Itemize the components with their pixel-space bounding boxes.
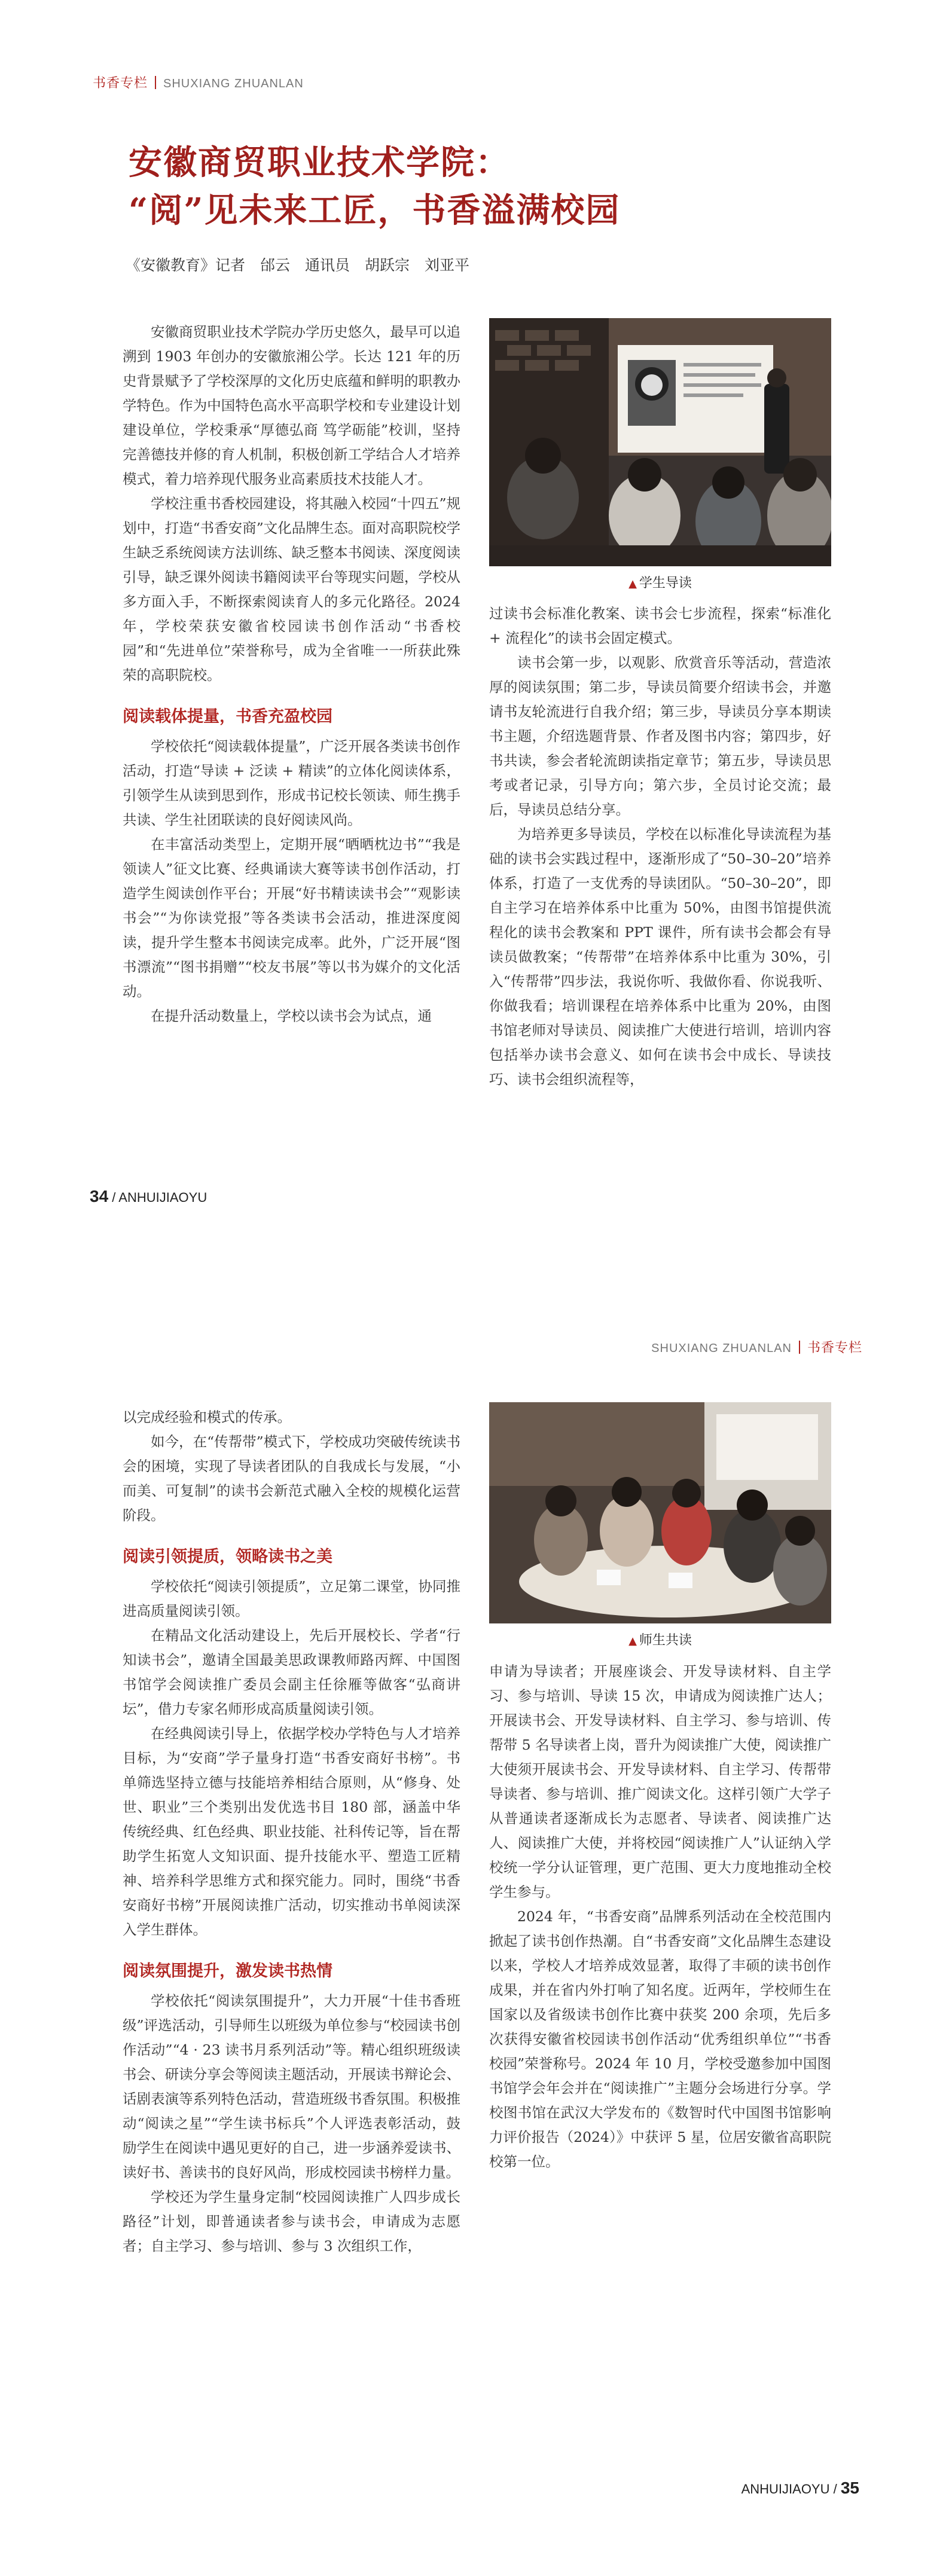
column-label-top xyxy=(93,73,304,91)
column-label-cn: 书香专栏 xyxy=(807,1341,862,1356)
paragraph: 读书会第一步，以观影、欣赏音乐等活动，营造浓厚的阅读氛围；第二步，导读员简要介绍读书会，并邀请书友轮流进行自我介绍；第三步，导读员分享本期读书主题，介绍选题背景、作者及图书内容；第四步，好书共读，参会者轮流朗读指定章节；第五步，导读员思考或者记录，引导方向；第六步，全员讨论交流；最后，导读员总结分享。 xyxy=(489,654,831,818)
section-heading: 阅读载体提量，书香充盈校园 xyxy=(123,707,332,726)
paragraph: 在精品文化活动建设上，先后开展校长、学者“行知读书会”，邀请全国最美思政课教师路丙辉、中国图书馆学会阅读推广委员会副主任徐雁等做客“弘商讲坛”，借力专家名师形成高质量阅读引领。 xyxy=(123,1627,460,1717)
paragraph: 在丰富活动类型上，定期开展“晒晒枕边书”“我是领读人”征文比赛、经典诵读大赛等读书创作活动，打造学生阅读创作平台；开展“好书精读读书会”“观影读书会”“为你读党报”等各类读书会活动，推进深度阅读，提升学生整本书阅读完成率。此外，广泛开展“图书漂流”“图书捐赠”“校友书展”等以书为媒介的文化活动。 xyxy=(123,836,460,1000)
page-footer: / ANHUIJIAOYU xyxy=(112,1190,208,1205)
page2-right-column xyxy=(489,1659,831,2174)
photo-caption-1 xyxy=(489,573,831,591)
triangle-icon: ▲ xyxy=(628,1635,637,1647)
column-label-cn: 书香专栏 xyxy=(93,76,148,91)
article-title xyxy=(129,139,620,234)
paragraph: 过读书会标准化教案、读书会七步流程，探索“标准化 + 流程化”的读书会固定模式。 xyxy=(489,605,831,646)
paragraph: 学校还为学生量身定制“校园阅读推广人四步成长路径”计划，即普通读者参与读书会，申请成为志愿者；自主学习、参与培训、参与 3 次组织工作， xyxy=(123,2189,460,2254)
paragraph: 学校依托“阅读氛围提升”，大力开展“十佳书香班级”评选活动，引导师生以班级为单位参与“校园读书创作活动”“4 · 23 读书月系列活动”等。精心组织班级读书会、研读分享会等阅读主题活动，开展读书辩论会、话剧表演等系列特色活动，营造班级书香氛围。积极推动“阅读之星”“学生读书标兵”个人评选表彰活动，鼓励学生在阅读中遇见更好的自己，进一步涵养爱读书、读好书、善读书的良好风尚，形成校园读书榜样力量。 xyxy=(123,1992,460,2181)
title-line-1: 安徽商贸职业技术学院： xyxy=(129,143,510,182)
paragraph: 学校依托“阅读引领提质”，立足第二课堂，协同推进高质量阅读引领。 xyxy=(123,1578,460,1619)
paragraph: 在经典阅读引导上，依据学校办学特色与人才培养目标，为“安商”学子量身打造“书香安商好书榜”。书单筛选坚持立德与技能培养相结合原则，从“修身、处世、职业”三个类别出发优选书目 180 部，涵盖中华传统经典、红色经典、职业技能、社科传记等，旨在帮助学生拓宽人文知识面、提升技能水平、塑造工匠精神、培养科学思维方式和探究能力。同时，围绕“书香安商好书榜”开展阅读推广活动，切实推动书单阅读深入学生群体。 xyxy=(123,1725,460,1938)
page-number-35 xyxy=(741,2479,859,2498)
photo-caption-2 xyxy=(489,1630,831,1649)
page-number: 34 xyxy=(90,1187,109,1205)
paragraph: 以完成经验和模式的传承。 xyxy=(123,1409,291,1426)
page2-left-column xyxy=(123,1405,460,2258)
paragraph: 学校依托“阅读载体提量”，广泛开展各类读书创作活动，打造“导读 + 泛读 + 精读”的立体化阅读体系，引领学生从读到思到作，形成书记校长领读、师生携手共读、学生社团联读的良好阅读风尚。 xyxy=(123,738,460,828)
caption-text: 学生导读 xyxy=(639,576,692,591)
title-line-2: “阅”见未来工匠，书香溢满校园 xyxy=(129,191,621,230)
column-label-en: SHUXIANG ZHUANLAN xyxy=(163,77,304,90)
reading-circle-image xyxy=(489,1402,831,1623)
paragraph: 申请为导读者；开展座谈会、开发导读材料、自主学习、参与培训、导读 15 次，申请成为阅读推广达人；开展读书会、开发导读材料、自主学习、参与培训、传帮带 5 名导读者上岗，晋升为阅读推广大使，阅读推广大使须开展读书会、开发导读材料、自主学习、传帮带导读者、参与培训、推广阅读文化。这样引领广大学子从普通读者逐渐成长为志愿者、导读者、阅读推广达人、阅读推广大使，并将校园“阅读推广人”认证纳入学校统一学分认证管理，更广范围、更大力度地推动全校学生参与。 xyxy=(489,1663,831,1900)
column-label-top-p2 xyxy=(651,1338,862,1356)
column-label-en: SHUXIANG ZHUANLAN xyxy=(651,1342,792,1355)
paragraph: 安徽商贸职业技术学院办学历史悠久，最早可以追溯到 1903 年创办的安徽旅湘公学。长达 121 年的历史背景赋予了学校深厚的文化历史底蕴和鲜明的职教办学特色。作为中国特色高水平高职学校和专业建设计划建设单位，学校秉承“厚德弘商 笃学砺能”校训，坚持完善德技并修的育人机制，积极创新工学结合人才培养模式，着力培养现代服务业高素质技术技能人才。 xyxy=(123,323,460,487)
photo-teacher-student-reading xyxy=(489,1402,831,1623)
page-number: 35 xyxy=(840,2479,859,2497)
paragraph: 学校注重书香校园建设，将其融入校园“十四五”规划中，打造“书香安商”文化品牌生态。面对高职院校学生缺乏系统阅读方法训练、缺乏整本书阅读、深度阅读引导，缺乏课外阅读书籍阅读平台等现实问题，学校从多方面入手，不断探索阅读育人的多元化路径。2024 年，学校荣获安徽省校园读书创作活动“书香校园”和“先进单位”荣誉称号，成为全省唯一一所获此殊荣的高职院校。 xyxy=(123,495,460,683)
page-footer: ANHUIJIAOYU / xyxy=(741,2482,837,2496)
byline: 《安徽教育》记者 邰云 通讯员 胡跃宗 刘亚平 xyxy=(126,257,470,274)
section-heading: 阅读氛围提升，激发读书热情 xyxy=(123,1962,332,1980)
paragraph: 2024 年，“书香安商”品牌系列活动在全校范围内掀起了读书创作热潮。自“书香安商”文化品牌生态建设以来，学校人才培养成效显著，取得了丰硕的读书创作成果，并在省内外打响了知名度。近两年，学校师生在国家以及省级读书创作比赛中获奖 200 余项，先后多次获得安徽省校园读书创作活动“优秀组织单位”“书香校园”荣誉称号。2024 年 10 月，学校受邀参加中国图书馆学会年会并在“阅读推广”主题分会场进行分享。学校图书馆在武汉大学发布的《数智时代中国图书馆影响力评价报告（2024）》中获评 5 星，位居安徽省高职院校第一位。 xyxy=(489,1908,831,2170)
paragraph: 为培养更多导读员，学校在以标准化导读流程为基础的读书会实践过程中，逐渐形成了“50–30–20”培养体系，打造了一支优秀的导读团队。“50–30–20”，即自主学习在培养体系中比重为 50%，由图书馆提供流程化的读书会教案和 PPT 课件，所有读书会都会有导读员做教案；“传帮带”在培养体系中比重为 30%，引入“传帮带”四步法，我说你听、我做你看、你说我听、你做我看；培训课程在培养体系中比重为 20%，由图书馆老师对导读员、阅读推广大使进行培训，培训内容包括举办读书会意义、如何在读书会中成长、导读技巧、读书会组织流程等， xyxy=(489,826,831,1088)
photo-student-reading xyxy=(489,318,831,566)
column-divider xyxy=(799,1341,800,1354)
triangle-icon: ▲ xyxy=(628,578,637,590)
section-heading: 阅读引领提质，领略读书之美 xyxy=(123,1548,332,1566)
page1-left-column xyxy=(123,320,460,1028)
caption-text: 师生共读 xyxy=(639,1633,692,1648)
page1-right-column xyxy=(489,602,831,1092)
column-divider xyxy=(155,76,156,89)
paragraph: 在提升活动数量上，学校以读书会为试点，通 xyxy=(151,1008,432,1024)
page-number-34 xyxy=(90,1187,207,1206)
paragraph: 如今，在“传帮带”模式下，学校成功突破传统读书会的困境，实现了导读者团队的自我成长与发展，“小而美、可复制”的读书会新范式融入全校的规模化运营阶段。 xyxy=(123,1433,460,1524)
classroom-scene-image xyxy=(489,318,831,566)
